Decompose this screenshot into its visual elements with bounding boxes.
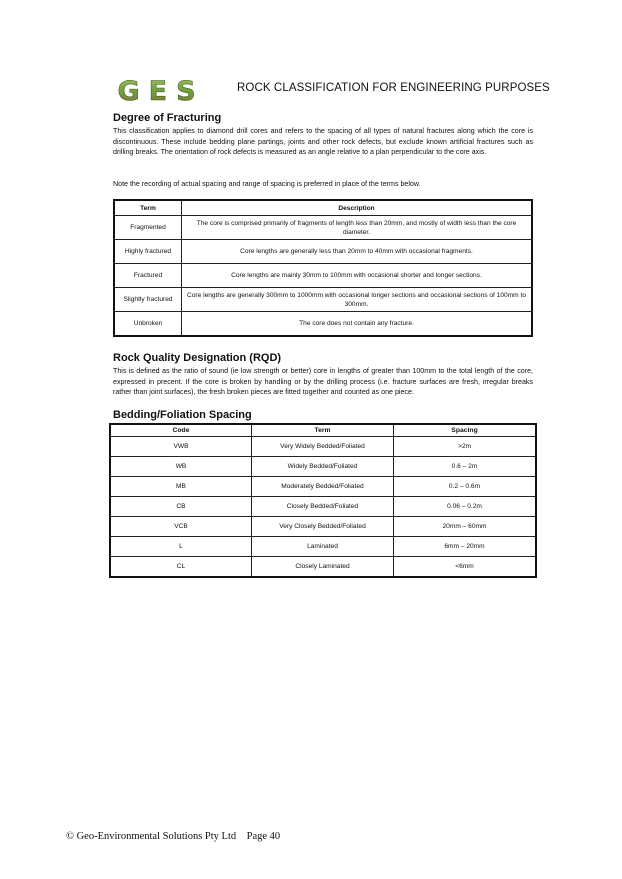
bedding-code: CL xyxy=(110,557,252,578)
document-title: ROCK CLASSIFICATION FOR ENGINEERING PURPOSES xyxy=(237,82,550,94)
table-row xyxy=(110,477,536,497)
table-row xyxy=(110,437,536,457)
table-row xyxy=(114,312,532,337)
fracture-description: The core does not contain any fracture. xyxy=(182,312,533,337)
fracture-description: Core lengths are mainly 30mm to 100mm with occasional shorter and longer sections. xyxy=(182,264,533,288)
column-header-term: Term xyxy=(114,200,182,216)
table-row xyxy=(110,457,536,477)
fracture-description: The core is comprised primarily of fragments of length less than 20mm, and mostly of width less than the core diameter. xyxy=(182,216,533,240)
bedding-term: Moderately Bedded/Foliated xyxy=(252,477,394,497)
column-header-term: Term xyxy=(252,424,394,437)
table-row xyxy=(114,264,532,288)
bedding-term: Very Closely Bedded/Foliated xyxy=(252,517,394,537)
bedding-code: VWB xyxy=(110,437,252,457)
column-header-spacing: Spacing xyxy=(394,424,537,437)
fracture-term: Unbroken xyxy=(114,312,182,337)
ges-logo xyxy=(113,76,209,104)
bedding-code: MB xyxy=(110,477,252,497)
bedding-term: Very Widely Bedded/Foliated xyxy=(252,437,394,457)
table-row xyxy=(110,497,536,517)
bedding-spacing: >2m xyxy=(394,437,537,457)
bedding-spacing: 0.2 – 0.6m xyxy=(394,477,537,497)
section-heading-rqd: Rock Quality Designation (RQD) xyxy=(113,352,282,364)
bedding-term: Closely Bedded/Foliated xyxy=(252,497,394,517)
rqd-description: This is defined as the ratio of sound (ie low strength or better) core in lengths of greater than 100mm to the total length of the core, expressed in precent. If the core is broken by handling or by the drilling process (i.e. fracture surfaces are fresh, irregular breaks rather than joint surfaces), the fresh broken pieces are fitted together and counted as one piece. xyxy=(113,367,533,396)
bedding-term: Widely Bedded/Foliated xyxy=(252,457,394,477)
section-heading-fracturing: Degree of Fracturing xyxy=(113,112,222,124)
fracture-term: Slightly fractured xyxy=(114,288,182,312)
fracture-term: Fractured xyxy=(114,264,182,288)
bedding-spacing: 0.06 – 0.2m xyxy=(394,497,537,517)
footer-copyright: © Geo-Environmental Solutions Pty Ltd xyxy=(66,831,237,842)
column-header-code: Code xyxy=(110,424,252,437)
fracture-term: Fragmented xyxy=(114,216,182,240)
table-row xyxy=(114,288,532,312)
bedding-spacing: <6mm xyxy=(394,557,537,578)
bedding-spacing: 0.6 – 2m xyxy=(394,457,537,477)
bedding-code: CB xyxy=(110,497,252,517)
bedding-code: L xyxy=(110,537,252,557)
bedding-term: Closely Laminated xyxy=(252,557,394,578)
bedding-table xyxy=(109,423,537,578)
fracturing-table xyxy=(113,199,533,337)
table-header-row xyxy=(114,200,532,216)
svg-text:GES: GES xyxy=(117,76,205,104)
table-row xyxy=(110,517,536,537)
bedding-code: VCB xyxy=(110,517,252,537)
table-row xyxy=(110,557,536,578)
page-header xyxy=(113,76,550,106)
column-header-description: Description xyxy=(182,200,533,216)
table-header-row xyxy=(110,424,536,437)
fracture-term: Highly fractured xyxy=(114,240,182,264)
footer-page-number: Page 40 xyxy=(246,831,281,842)
bedding-spacing: 20mm – 60mm xyxy=(394,517,537,537)
fracturing-note: Note the recording of actual spacing and range of spacing is preferred in place of the terms below. xyxy=(113,180,421,188)
section-heading-bedding: Bedding/Foliation Spacing xyxy=(113,409,252,421)
bedding-code: WB xyxy=(110,457,252,477)
fracture-description: Core lengths are generally 300mm to 1000mm with occasional longer sections and occasional sections of 100mm to 300mm. xyxy=(182,288,533,312)
table-row xyxy=(114,240,532,264)
table-row xyxy=(110,537,536,557)
fracture-description: Core lengths are generally less than 20mm to 40mm with occasional fragments. xyxy=(182,240,533,264)
fracturing-description: This classification applies to diamond drill cores and refers to the spacing of all types of natural fractures along which the core is discontinuous. These include bedding plane partings, joints and other rock defects, but exclude known artificial fractures such as drilling breaks. The orientation of rock defects is measured as an angle relative to a plan perpendicular to the core axis. xyxy=(113,127,533,156)
table-row xyxy=(114,216,532,240)
page-footer xyxy=(66,831,280,842)
bedding-spacing: 6mm – 20mm xyxy=(394,537,537,557)
bedding-term: Laminated xyxy=(252,537,394,557)
